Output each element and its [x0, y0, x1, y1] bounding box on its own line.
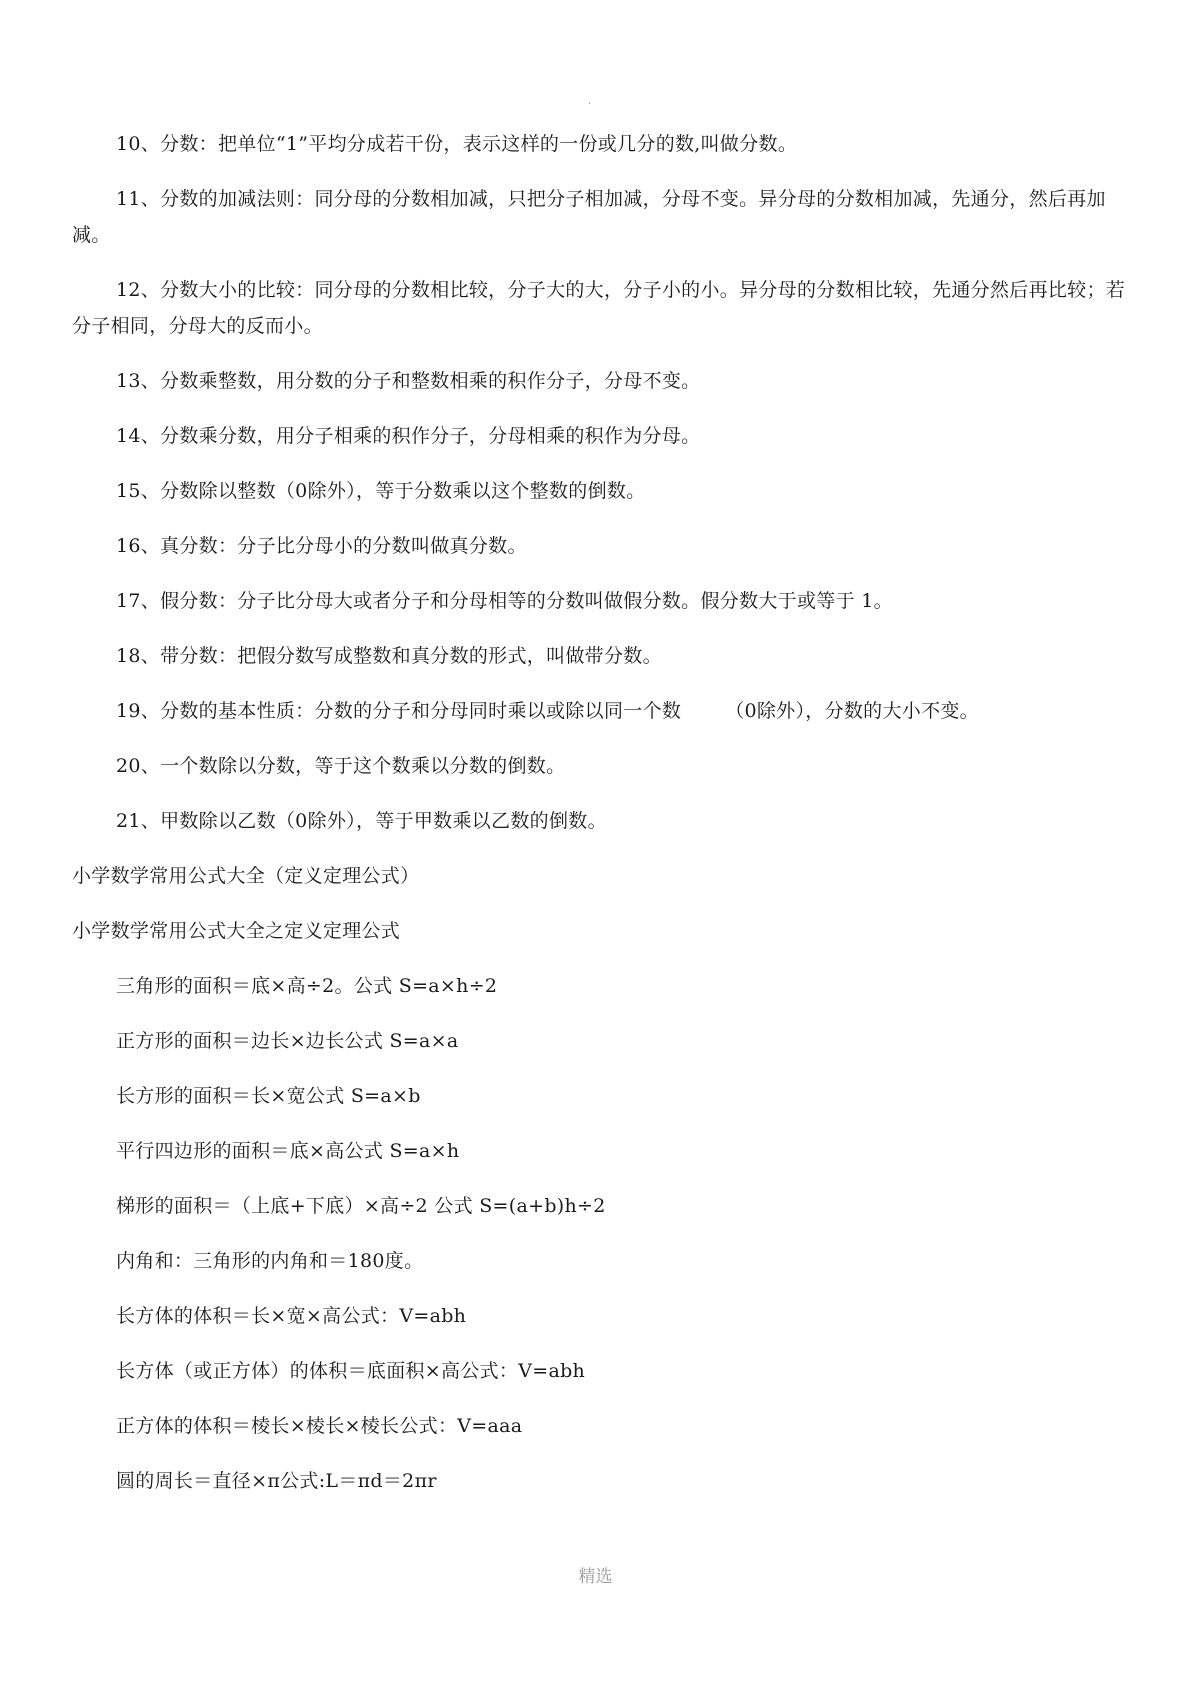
formula-cuboid-base-volume: 长方体（或正方体）的体积＝底面积×高公式：V=abh — [116, 1360, 586, 1382]
formula-square-area: 正方形的面积＝边长×边长公式 S=a×a — [116, 1030, 459, 1052]
header-mark: . — [588, 96, 592, 107]
definition-19-part1: 19、分数的基本性质：分数的分子和分母同时乘以或除以同一个数 — [116, 700, 682, 722]
section-heading-1: 小学数学常用公式大全（定义定理公式） — [72, 865, 420, 887]
definition-19-part2: （0除外），分数的大小不变。 — [725, 700, 979, 722]
footer-label: 精选 — [578, 1567, 613, 1587]
definition-19 — [72, 693, 1132, 729]
formula-rectangle-area: 长方形的面积＝长×宽公式 S=a×b — [116, 1085, 421, 1107]
definition-14: 14、分数乘分数，用分子相乘的积作分子，分母相乘的积作为分母。 — [116, 425, 701, 447]
definition-21: 21、甲数除以乙数（0除外），等于甲数乘以乙数的倒数。 — [116, 810, 607, 832]
definition-18: 18、带分数：把假分数写成整数和真分数的形式，叫做带分数。 — [116, 645, 662, 667]
definition-11: 11、分数的加减法则：同分母的分数相加减，只把分子相加减，分母不变。异分母的分数相加减，先通分，然后再加减。 — [72, 188, 1106, 246]
definition-12: 12、分数大小的比较：同分母的分数相比较，分子大的大，分子小的小。异分母的分数相比较，先通分然后再比较；若分子相同，分母大的反而小。 — [72, 279, 1126, 337]
section-heading-2: 小学数学常用公式大全之定义定理公式 — [72, 920, 401, 942]
formula-trapezoid-area: 梯形的面积＝（上底+下底）×高÷2 公式 S=(a+b)h÷2 — [116, 1195, 606, 1217]
definition-10: 10、分数：把单位“1”平均分成若干份，表示这样的一份或几分的数,叫做分数。 — [116, 133, 798, 155]
formula-cube-volume: 正方体的体积＝棱长×棱长×棱长公式：V=aaa — [116, 1415, 523, 1437]
formula-triangle-angles: 内角和：三角形的内角和＝180度。 — [116, 1250, 424, 1272]
definition-17: 17、假分数：分子比分母大或者分子和分母相等的分数叫做假分数。假分数大于或等于 1。 — [116, 590, 893, 612]
formula-parallelogram-area: 平行四边形的面积＝底×高公式 S=a×h — [116, 1140, 460, 1162]
definition-20: 20、一个数除以分数，等于这个数乘以分数的倒数。 — [116, 755, 566, 777]
formula-triangle-area: 三角形的面积＝底×高÷2。公式 S=a×h÷2 — [116, 975, 498, 997]
definition-13: 13、分数乘整数，用分数的分子和整数相乘的积作分子，分母不变。 — [116, 370, 701, 392]
formula-circle-circumference: 圆的周长＝直径×π公式:L＝πd＝2πr — [116, 1470, 437, 1492]
document-body — [72, 126, 1132, 1518]
definition-16: 16、真分数：分子比分母小的分数叫做真分数。 — [116, 535, 527, 557]
definition-15: 15、分数除以整数（0除外），等于分数乘以这个整数的倒数。 — [116, 480, 646, 502]
formula-cuboid-volume: 长方体的体积＝长×宽×高公式：V=abh — [116, 1305, 467, 1327]
